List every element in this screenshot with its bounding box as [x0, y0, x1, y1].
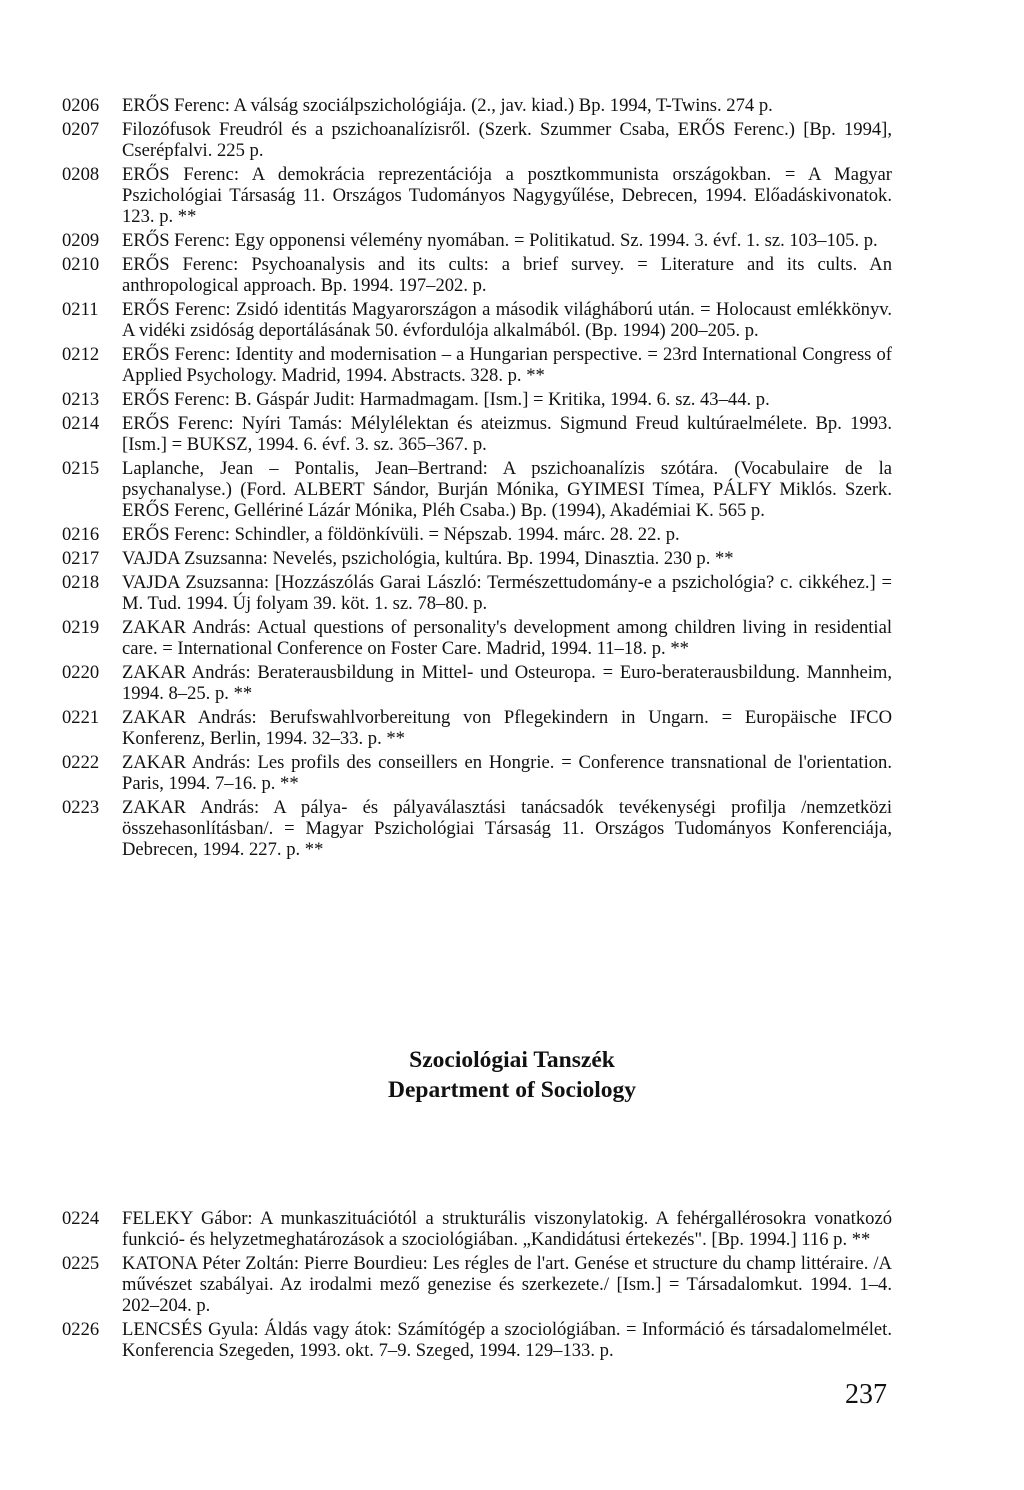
bibliography-entry: [62, 662, 892, 704]
entry-number: 0210: [62, 254, 100, 275]
entry-number: 0217: [62, 548, 100, 569]
bibliography-entry: [62, 389, 892, 410]
entry-number: 0224: [62, 1208, 100, 1229]
entry-citation: ERŐS Ferenc: B. Gáspár Judit: Harmadmagam. [Ism.] = Kritika, 1994. 6. sz. 43–44. p.: [122, 389, 770, 410]
entry-citation: Laplanche, Jean – Pontalis, Jean–Bertrand: A pszichoanalízis szótára. (Vocabulaire de la psychanalyse.) (Ford. ALBERT Sándor, Burján Mónika, GYIMESI Tímea, PÁLFY Miklós. Szerk. ERŐS Ferenc, Gellériné Lázár Mónika, Pléh Csaba.) Bp. (1994), Akadémiai K. 565 p.: [122, 458, 892, 521]
entry-citation: ZAKAR András: A pálya- és pályaválasztási tanácsadók tevékenységi profilja /nemzetközi összehasonlításban/. = Magyar Pszichológiai Társaság 11. Országos Tudományos Konferenciája, Debrecen, 1994. 227. p. **: [122, 797, 892, 860]
entry-citation: ERŐS Ferenc: Psychoanalysis and its cults: a brief survey. = Literature and its cults. An anthropological approach. Bp. 1994. 197–202. p.: [122, 254, 892, 296]
entry-citation: VAJDA Zsuzsanna: Nevelés, pszichológia, kultúra. Bp. 1994, Dinasztia. 230 p. **: [122, 548, 734, 569]
bibliography-entry: [62, 1208, 892, 1250]
bibliography-entry: [62, 548, 892, 569]
bibliography-entry: [62, 524, 892, 545]
bibliography-entry: [62, 413, 892, 455]
entry-number: 0219: [62, 617, 100, 638]
entry-citation: ZAKAR András: Beraterausbildung in Mittel- und Osteuropa. = Euro-beraterausbildung. Mannheim, 1994. 8–25. p. **: [122, 662, 892, 704]
entry-number: 0225: [62, 1253, 100, 1274]
bibliography-entry: [62, 1253, 892, 1316]
bibliography-list-psychology: [62, 95, 892, 863]
entry-citation: ERŐS Ferenc: Identity and modernisation – a Hungarian perspective. = 23rd International Congress of Applied Psychology. Madrid, 1994. Abstracts. 328. p. **: [122, 344, 892, 386]
entry-citation: ERŐS Ferenc: Schindler, a földönkívüli. = Népszab. 1994. márc. 28. 22. p.: [122, 524, 680, 545]
entry-citation: FELEKY Gábor: A munkaszituációtól a strukturális viszonylatokig. A fehérgallérosokra vonatkozó funkció- és helyzetmeghatározások a szociológiában. „Kandidátusi értekezés". [Bp. 1994.] 116 p. **: [122, 1208, 892, 1250]
page-number: 237: [845, 1379, 887, 1410]
entry-number: 0209: [62, 230, 100, 251]
entry-number: 0220: [62, 662, 100, 683]
bibliography-entry: [62, 617, 892, 659]
entry-number: 0213: [62, 389, 100, 410]
entry-number: 0208: [62, 164, 100, 185]
entry-citation: ERŐS Ferenc: A válság szociálpszichológiája. (2., jav. kiad.) Bp. 1994, T-Twins. 274 p.: [122, 95, 773, 116]
entry-number: 0214: [62, 413, 100, 434]
entry-citation: ERŐS Ferenc: Zsidó identitás Magyarországon a második világháború után. = Holocaust emlékkönyv. A vidéki zsidóság deportálásának 50. évfordulója alkalmából. (Bp. 1994) 200–205. p.: [122, 299, 892, 341]
bibliography-entry: [62, 1319, 892, 1361]
entry-citation: ERŐS Ferenc: Nyíri Tamás: Mélylélektan és ateizmus. Sigmund Freud kultúraelmélete. Bp. 1993. [Ism.] = BUKSZ, 1994. 6. évf. 3. sz. 365–367. p.: [122, 413, 892, 455]
section-title-hungarian: Szociológiai Tanszék: [409, 1047, 615, 1073]
bibliography-entry: [62, 572, 892, 614]
bibliography-list-sociology: [62, 1208, 892, 1364]
bibliography-entry: [62, 299, 892, 341]
section-title-english: Department of Sociology: [387, 1077, 636, 1103]
entry-number: 0222: [62, 752, 100, 773]
bibliography-entry: [62, 458, 892, 521]
entry-number: 0216: [62, 524, 100, 545]
entry-number: 0223: [62, 797, 100, 818]
bibliography-entry: [62, 95, 892, 116]
entry-citation: ERŐS Ferenc: A demokrácia reprezentációja a posztkommunista országokban. = A Magyar Pszichológiai Társaság 11. Országos Tudományos Nagygyűlése, Debrecen, 1994. Előadáskivonatok. 123. p. **: [122, 164, 892, 227]
bibliography-entry: [62, 164, 892, 227]
entry-number: 0211: [62, 299, 99, 320]
bibliography-entry: [62, 254, 892, 296]
entry-citation: LENCSÉS Gyula: Áldás vagy átok: Számítógép a szociológiában. = Információ és társadalomelmélet. Konferencia Szegeden, 1993. okt. 7–9. Szeged, 1994. 129–133. p.: [122, 1319, 892, 1361]
entry-number: 0207: [62, 119, 100, 140]
entry-number: 0206: [62, 95, 100, 116]
entry-number: 0221: [62, 707, 100, 728]
entry-citation: KATONA Péter Zoltán: Pierre Bourdieu: Les régles de l'art. Genése et structure du champ littéraire. /A művészet szabályai. Az irodalmi mező genezise és szerkezete./ [Ism.] = Társadalomkut. 1994. 1–4. 202–204. p.: [122, 1253, 892, 1316]
section-heading: [0, 1045, 1024, 1105]
entry-citation: Filozófusok Freudról és a pszichoanalízisről. (Szerk. Szummer Csaba, ERŐS Ferenc.) [Bp. 1994], Cserépfalvi. 225 p.: [122, 119, 892, 161]
entry-citation: ZAKAR András: Berufswahlvorbereitung von Pflegekindern in Ungarn. = Europäische IFCO Konferenz, Berlin, 1994. 32–33. p. **: [122, 707, 892, 749]
entry-citation: ZAKAR András: Les profils des conseillers en Hongrie. = Conference transnational de l'orientation. Paris, 1994. 7–16. p. **: [122, 752, 892, 794]
bibliography-entry: [62, 230, 892, 251]
entry-citation: ERŐS Ferenc: Egy opponensi vélemény nyomában. = Politikatud. Sz. 1994. 3. évf. 1. sz. 103–105. p.: [122, 230, 878, 251]
entry-number: 0218: [62, 572, 100, 593]
entry-number: 0215: [62, 458, 100, 479]
bibliography-entry: [62, 707, 892, 749]
bibliography-entry: [62, 797, 892, 860]
entry-number: 0226: [62, 1319, 100, 1340]
entry-citation: ZAKAR András: Actual questions of personality's development among children living in residential care. = International Conference on Foster Care. Madrid, 1994. 11–18. p. **: [122, 617, 892, 659]
bibliography-entry: [62, 119, 892, 161]
bibliography-entry: [62, 752, 892, 794]
bibliography-entry: [62, 344, 892, 386]
entry-citation: VAJDA Zsuzsanna: [Hozzászólás Garai László: Természettudomány-e a pszichológia? c. cikkéhez.] = M. Tud. 1994. Új folyam 39. köt. 1. sz. 78–80. p.: [122, 572, 892, 614]
entry-number: 0212: [62, 344, 100, 365]
